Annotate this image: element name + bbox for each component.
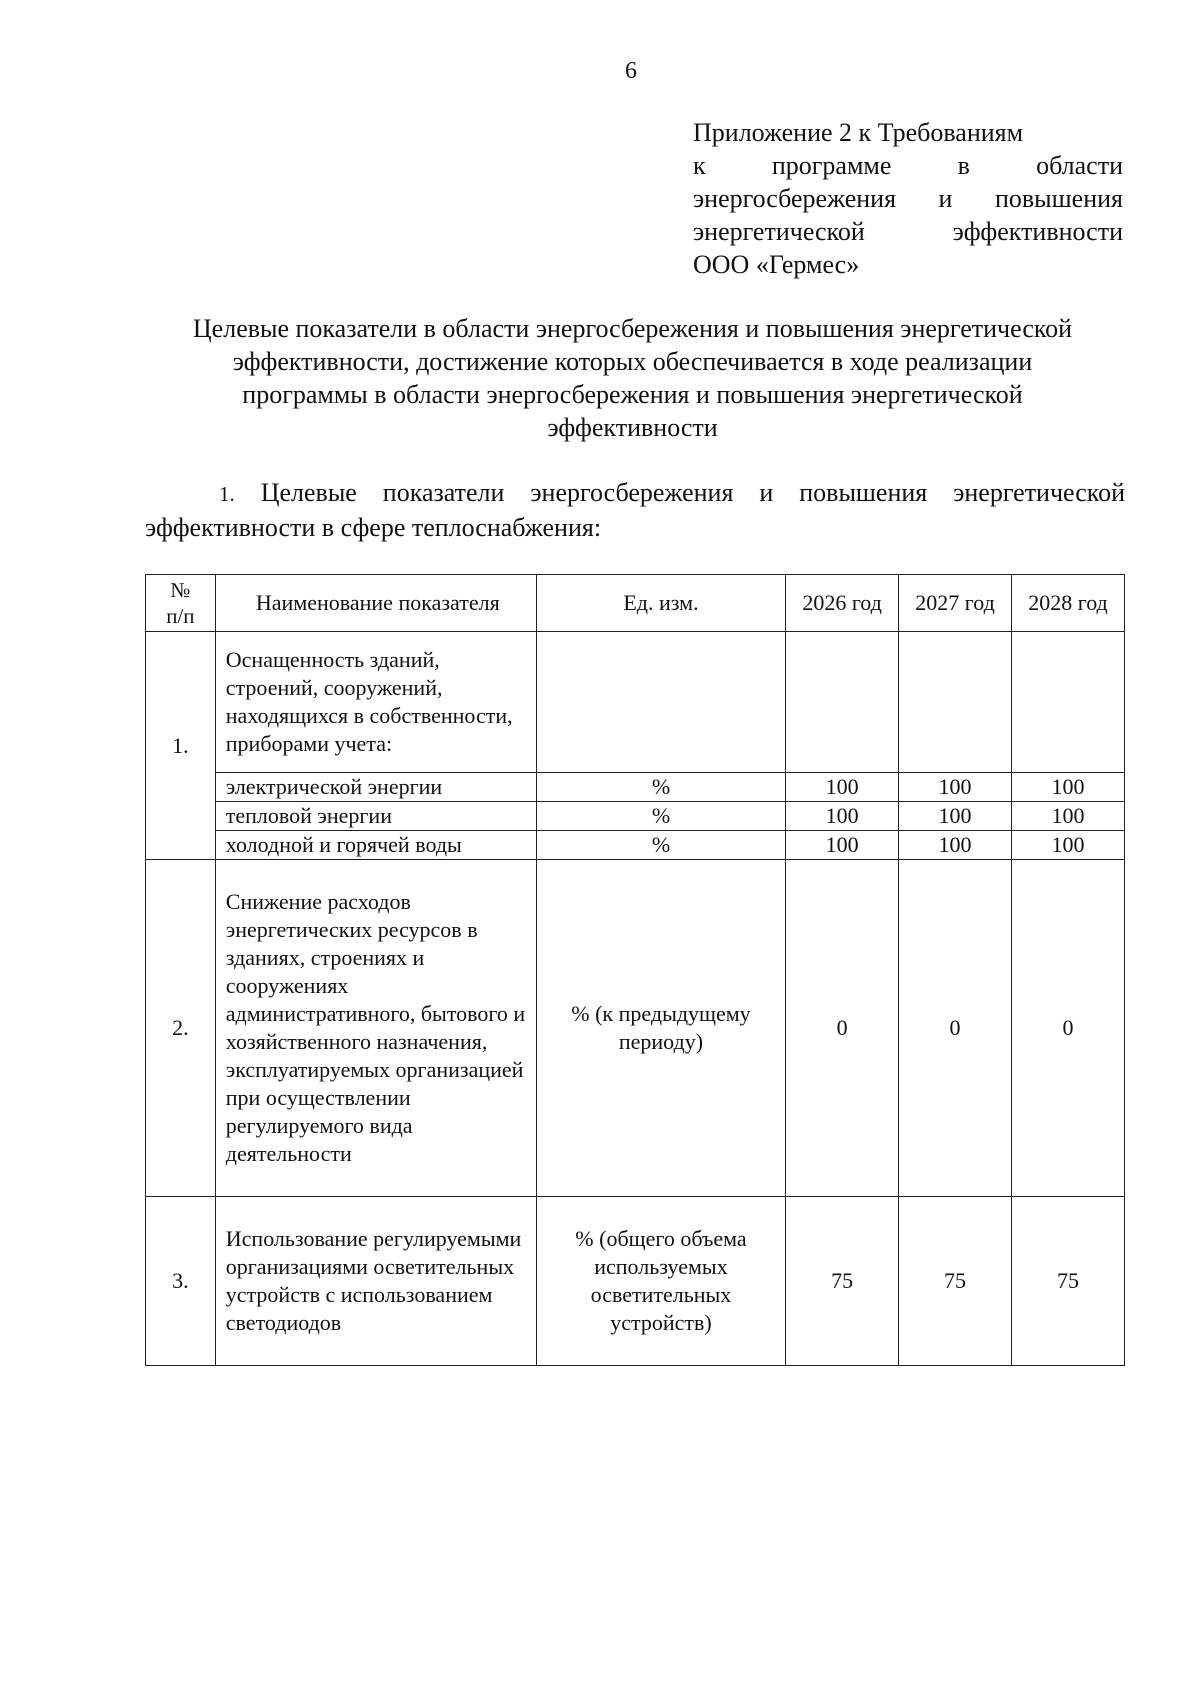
row3-2026: 75 <box>786 1197 899 1366</box>
row3-2028: 75 <box>1012 1197 1125 1366</box>
table-row <box>146 831 1125 860</box>
row2-num: 2. <box>146 860 216 1197</box>
row1-2026 <box>786 632 899 773</box>
row2-2028: 0 <box>1012 860 1125 1197</box>
row1-sub3-2027: 100 <box>899 831 1012 860</box>
header-name: Наименование показателя <box>215 575 536 632</box>
row1-sub2-unit: % <box>536 802 785 831</box>
section-heading <box>145 476 1125 544</box>
table-row <box>146 860 1125 1197</box>
row3-num: 3. <box>146 1197 216 1366</box>
section-heading-line-2: эффективности в сфере теплоснабжения: <box>145 513 602 542</box>
header-2028: 2028 год <box>1012 575 1125 632</box>
table-row <box>146 802 1125 831</box>
row1-sub3-name: холодной и горячей воды <box>215 831 536 860</box>
table-header-row <box>146 575 1125 632</box>
table-row <box>146 1197 1125 1366</box>
indicators-table <box>145 574 1125 1366</box>
table-row <box>146 632 1125 773</box>
row1-sub1-name: электрической энергии <box>215 773 536 802</box>
header-2027: 2027 год <box>899 575 1012 632</box>
annex-line-3: энергосбережения и повышения <box>693 184 1123 213</box>
row3-2027: 75 <box>899 1197 1012 1366</box>
row1-sub2-2028: 100 <box>1012 802 1125 831</box>
section-number: 1. <box>219 482 235 506</box>
row3-name: Использование регулируемыми организациями осветительных устройств с использованием светодиодов <box>215 1197 536 1366</box>
header-num-line-2: п/п <box>166 604 195 628</box>
annex-line-2: к программе в области <box>693 151 1123 180</box>
row1-sub1-2026: 100 <box>786 773 899 802</box>
row1-sub1-unit: % <box>536 773 785 802</box>
annex-line-5: ООО «Гермес» <box>693 250 860 279</box>
section-heading-text-1: Целевые показатели энергосбережения и повышения энергетической <box>260 478 1125 507</box>
row1-2028 <box>1012 632 1125 773</box>
row1-sub3-2028: 100 <box>1012 831 1125 860</box>
header-unit: Ед. изм. <box>536 575 785 632</box>
header-num-line-1: № <box>170 578 191 602</box>
page-number: 6 <box>625 58 637 84</box>
title-line-3: программы в области энергосбережения и повышения энергетической <box>242 380 1023 409</box>
document-title <box>140 312 1125 444</box>
row2-unit: % (к предыдущему периоду) <box>536 860 785 1197</box>
row2-name: Снижение расходов энергетических ресурсов в зданиях, строениях и сооружениях административного, бытового и хозяйственного назначения, эксплуатируемых организацией при осуществлении регулируемого вида деятельности <box>215 860 536 1197</box>
row1-sub2-2027: 100 <box>899 802 1012 831</box>
row1-sub3-unit: % <box>536 831 785 860</box>
title-line-1: Целевые показатели в области энергосбережения и повышения энергетической <box>192 314 1073 343</box>
row1-sub1-2028: 100 <box>1012 773 1125 802</box>
row2-2026: 0 <box>786 860 899 1197</box>
row3-unit: % (общего объема используемых осветительных устройств) <box>536 1197 785 1366</box>
header-2026: 2026 год <box>786 575 899 632</box>
row1-sub1-2027: 100 <box>899 773 1012 802</box>
header-num <box>146 575 216 632</box>
row1-num: 1. <box>146 632 216 860</box>
title-line-2: эффективности, достижение которых обеспечивается в ходе реализации <box>232 347 1033 376</box>
section-heading-line-1 <box>145 476 1125 511</box>
table-row <box>146 773 1125 802</box>
annex-line-4: энергетической эффективности <box>693 217 1123 246</box>
row1-unit <box>536 632 785 773</box>
row2-2027: 0 <box>899 860 1012 1197</box>
row1-name: Оснащенность зданий, строений, сооружений, находящихся в собственности, приборами учета: <box>215 632 536 773</box>
row1-sub3-2026: 100 <box>786 831 899 860</box>
row1-sub2-2026: 100 <box>786 802 899 831</box>
annex-line-1: Приложение 2 к Требованиям <box>693 118 1024 147</box>
annex-header <box>693 116 1123 281</box>
title-line-4: эффективности <box>547 413 718 442</box>
row1-sub2-name: тепловой энергии <box>215 802 536 831</box>
row1-2027 <box>899 632 1012 773</box>
